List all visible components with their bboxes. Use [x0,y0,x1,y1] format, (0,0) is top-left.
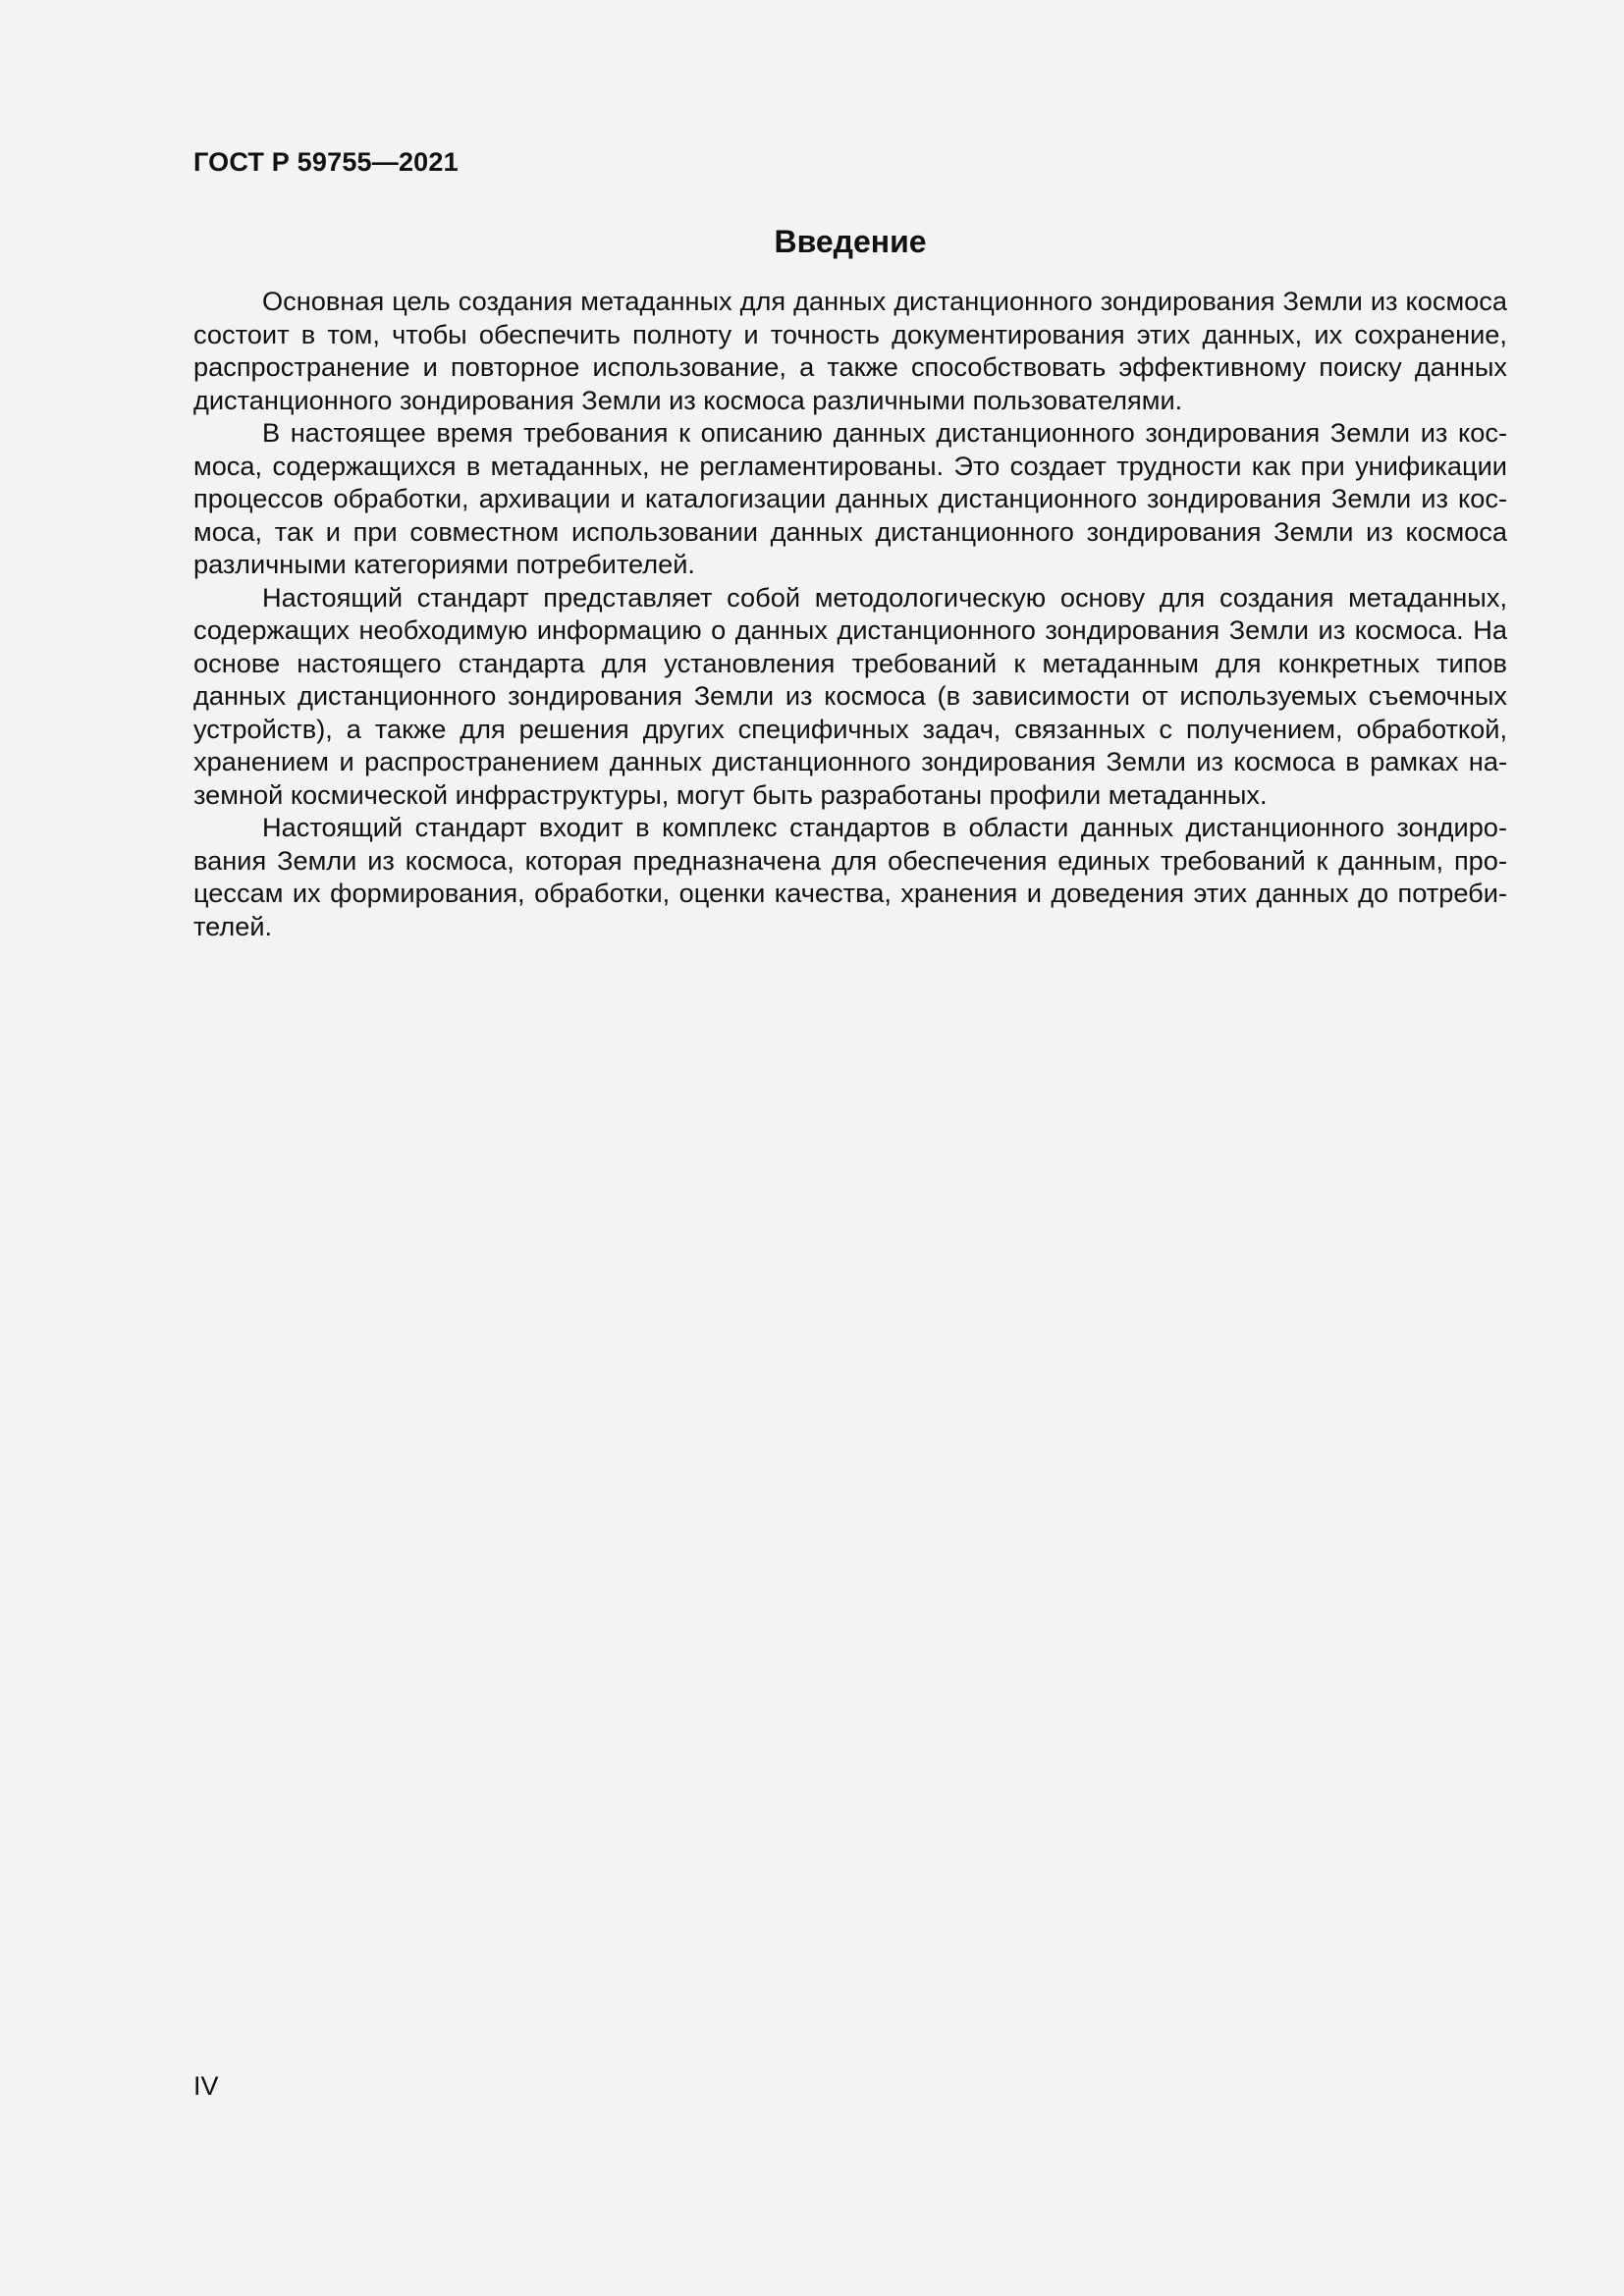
paragraph: В настоящее время требования к описанию данных дистанционного зондирования Земли из космоса, содержащихся в метаданных, не регламентированы. Это создает трудности как при унификации процессов обработки, архивации и каталогизации данных дистанционного зондирования Земли из космоса, так и при совместном использовании данных дистанционного зондирования Земли из космоса различными категориями потребителей. [193,417,1507,579]
paragraph: Настоящий стандарт входит в комплекс стандартов в области данных дистанционного зондирования Земли из космоса, которая предназначена для обеспечения единых требований к данным, процессам их формирования, обработки, оценки качества, хранения и доведения этих данных до потребителей. [193,812,1507,941]
page-number: IV [193,2071,219,2101]
section-title: Введение [774,224,927,259]
paragraph: Настоящий стандарт представляет собой методологическую основу для создания метаданных, содержащих необходимую информацию о данных дистанционного зондирования Земли из космоса. На основе настоящего стандарта для установления требований к метаданным для конкретных типов данных дистанционного зондирования Земли из космоса (в зависимости от используемых съемочных устройств), а также для решения других специфичных задач, связанных с получением, обработкой, хранением и распространением данных дистанционного зондирования Земли из космоса в рамках наземной космической инфраструктуры, могут быть разработаны профили метаданных. [193,581,1507,810]
document-header: ГОСТ Р 59755—2021 [193,147,459,177]
body-text [193,285,1507,942]
paragraph: Основная цель создания метаданных для данных дистанционного зондирования Земли из космоса состоит в том, чтобы обеспечить полноту и точность документирования этих данных, их сохранение, распространение и повторное использование, а также способствовать эффективному поиску данных дистанционного зондирования Земли из космоса различными пользователями. [193,286,1507,415]
